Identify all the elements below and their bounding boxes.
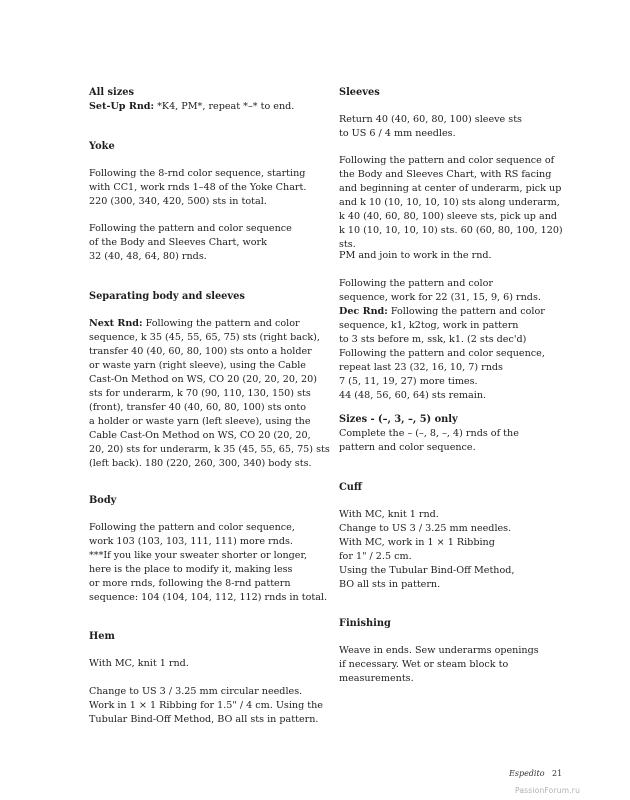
sleeves-paragraph-2-block bbox=[339, 154, 571, 252]
hem-paragraph-1-block bbox=[89, 657, 339, 671]
next-round-text: Following the pattern and color sequence, k 35 (45, 55, 65, 75) sts (right back), transfer 40 (40, 60, 80, 100) sts onto a holder or waste yarn (right sleeve), using the Cable Cast-On Method on WS, CO 20 (20, 20, 20, 20) sts for underarm, k 70 (90, 110, 130, 150) sts (front), transfer 40 (40, 60, 80, 100) sts onto a holder or waste yarn (left sleeve), using the Cable Cast-On Method on WS, CO 20 (20, 20, 20, 20) sts for underarm, k 35 (45, 55, 65, 75) sts (left back). 180 (220, 260, 300, 340) body sts. bbox=[89, 318, 330, 469]
setup-round bbox=[89, 100, 339, 114]
sizes-text: Complete the – (–, 8, –, 4) rnds of the pattern and color sequence. bbox=[339, 428, 519, 453]
hem-heading: Hem bbox=[89, 631, 115, 642]
next-round-label: Next Rnd: bbox=[89, 318, 143, 329]
sizes-label: Sizes - (–, 3, –, 5) only bbox=[339, 414, 458, 425]
finishing-paragraph: Weave in ends. Sew underarms openings if necessary. Wet or steam block to measurements. bbox=[339, 645, 539, 684]
separating-heading: Separating body and sleeves bbox=[89, 291, 245, 302]
separating-section bbox=[89, 290, 339, 304]
body-paragraph-block bbox=[89, 521, 339, 605]
all-sizes-heading: All sizes bbox=[89, 87, 135, 98]
dec-round bbox=[339, 305, 571, 403]
finishing-paragraph-block bbox=[339, 644, 571, 686]
finishing-heading: Finishing bbox=[339, 618, 391, 629]
yoke-paragraph-2-block bbox=[89, 222, 339, 264]
cuff-heading: Cuff bbox=[339, 482, 362, 493]
hem-paragraph-2: Change to US 3 / 3.25 mm circular needles. Work in 1 × 1 Ribbing for 1.5" / 4 cm. Using the Tubular Bind-Off Method, BO all sts in pattern. bbox=[89, 686, 323, 725]
sleeves-paragraph-1-block bbox=[339, 113, 571, 141]
sleeves-paragraph-3-block bbox=[339, 249, 571, 263]
sizes-block bbox=[339, 413, 571, 455]
cuff-paragraph: With MC, knit 1 rnd. Change to US 3 / 3.25 mm needles. With MC, work in 1 × 1 Ribbing for 1" / 2.5 cm. Using the Tubular Bind-Off Method, BO all sts in pattern. bbox=[339, 509, 515, 590]
yoke-paragraph-2: Following the pattern and color sequence of the Body and Sleeves Chart, work 32 (40, 48, 64, 80) rnds. bbox=[89, 223, 292, 262]
yoke-paragraph-1-block bbox=[89, 167, 339, 209]
all-sizes-section bbox=[89, 86, 339, 114]
sleeves-paragraph-3: PM and join to work in the rnd. bbox=[339, 250, 492, 261]
cuff-paragraph-block bbox=[339, 508, 571, 592]
hem-paragraph-1: With MC, knit 1 rnd. bbox=[89, 658, 189, 669]
yoke-section bbox=[89, 140, 339, 154]
footer-title: Espedito bbox=[509, 769, 545, 778]
hem-section bbox=[89, 630, 339, 644]
setup-round-label: Set-Up Rnd: bbox=[89, 101, 155, 112]
setup-round-text: *K4, PM*, repeat *–* to end. bbox=[154, 101, 295, 112]
sleeves-paragraph-1: Return 40 (40, 60, 80, 100) sleeve sts to US 6 / 4 mm needles. bbox=[339, 114, 522, 139]
body-heading: Body bbox=[89, 495, 117, 506]
cuff-section bbox=[339, 481, 571, 495]
dec-round-label: Dec Rnd: bbox=[339, 306, 388, 317]
body-section bbox=[89, 494, 339, 508]
finishing-section bbox=[339, 617, 571, 631]
sleeves-paragraph-2: Following the pattern and color sequence of the Body and Sleeves Chart, with RS facing and beginning at center of underarm, pick up and k 10 (10, 10, 10, 10) sts along underarm, k 40 (40, 60, 80, 100) sleeve sts, pick up and k 10 (10, 10, 10, 10) sts. 60 (60, 80, 100, 120) sts. bbox=[339, 155, 563, 250]
body-paragraph: Following the pattern and color sequence, work 103 (103, 103, 111, 111) more rnds. ***If you like your sweater shorter or longer, here is the place to modify it, making less or more rnds, following the 8-rnd pattern sequence: 104 (104, 104, 112, 112) rnds in total. bbox=[89, 522, 328, 603]
page-number: 21 bbox=[552, 769, 563, 778]
watermark: PassionForum.ru bbox=[515, 786, 581, 795]
sleeves-heading: Sleeves bbox=[339, 87, 380, 98]
dec-round-text: Following the pattern and color sequence, k1, k2tog, work in pattern to 3 sts before m, ssk, k1. (2 sts dec'd) Following the pattern and color sequence, repeat last 23 (32, 16, 10, 7) rnds 7 (5, 11, 19, 27) more times. 44 (48, 56, 60, 64) sts remain. bbox=[339, 306, 545, 401]
sleeves-paragraph-4: Following the pattern and color sequence, work for 22 (31, 15, 9, 6) rnds. bbox=[339, 278, 541, 303]
sleeves-paragraph-4-block bbox=[339, 277, 571, 403]
separating-body bbox=[89, 317, 339, 471]
sleeves-section bbox=[339, 86, 571, 100]
yoke-heading: Yoke bbox=[89, 141, 115, 152]
yoke-paragraph-1: Following the 8-rnd color sequence, starting with CC1, work rnds 1–48 of the Yoke Chart. 220 (300, 340, 420, 500) sts in total. bbox=[89, 168, 307, 207]
hem-paragraph-2-block bbox=[89, 685, 339, 727]
next-round bbox=[89, 317, 339, 471]
